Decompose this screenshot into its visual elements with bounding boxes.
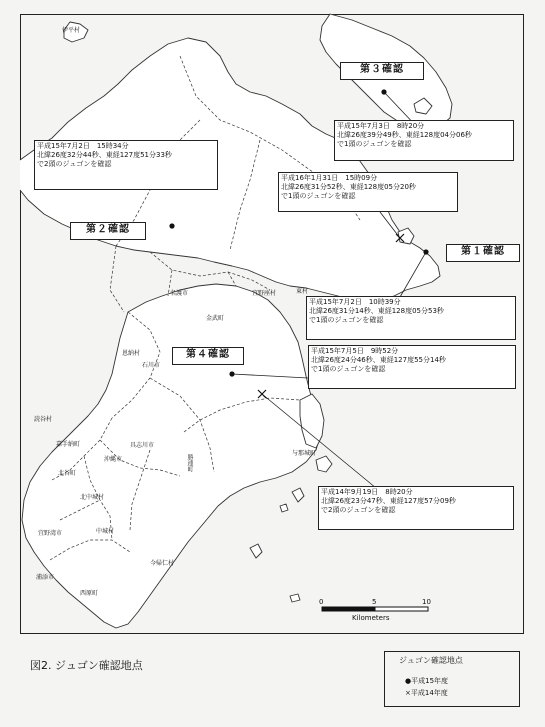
marker-sighting-1 xyxy=(423,249,428,254)
legend-dot-icon: ● xyxy=(405,677,412,685)
legend-item-2002 xyxy=(405,688,448,698)
island-2 xyxy=(316,456,332,472)
callout-coords: 北緯26度31分52秒、東経128度05分20秒 xyxy=(281,183,416,191)
place-chatan: 北谷町 xyxy=(58,470,77,477)
place-yomitan: 読谷村 xyxy=(34,416,53,423)
callout-date: 平成15年7月2日 15時34分 xyxy=(37,142,129,150)
place-ginowan: 宜野湾市 xyxy=(38,530,63,537)
legend xyxy=(384,651,520,707)
marker-sighting-2 xyxy=(169,223,174,228)
place-gushikawa: 具志川市 xyxy=(130,442,155,449)
legend-label: 平成15年度 xyxy=(411,677,449,685)
place-ishikawa: 石川市 xyxy=(142,362,161,369)
callout-date: 平成15年7月3日 8時20分 xyxy=(337,122,425,130)
place-okinawa: 沖縄市 xyxy=(104,456,123,463)
legend-title: ジュゴン確認地点 xyxy=(399,656,463,665)
place-nakijin: 今帰仁村 xyxy=(150,560,175,567)
callout-sighting-4 xyxy=(308,345,516,389)
place-urasoe: 浦添市 xyxy=(36,574,55,581)
sighting-1-label: 第１確認 xyxy=(446,244,520,262)
place-nakagusuku: 中城村 xyxy=(96,528,115,535)
marker-sighting-3 xyxy=(381,89,386,94)
scale-tick-5: 5 xyxy=(372,598,377,606)
coastline-central xyxy=(22,284,320,628)
callout-note: で1頭のジュゴンを確認 xyxy=(309,316,384,324)
callout-note: で1頭のジュゴンを確認 xyxy=(281,192,356,200)
legend-cross-icon: × xyxy=(405,689,411,697)
callout-note: で2頭のジュゴンを確認 xyxy=(37,160,112,168)
place-kitanakagusuku: 北中城村 xyxy=(80,494,105,501)
place-nago: 名護市 xyxy=(170,290,189,297)
place-iheya: 伊平村 xyxy=(62,27,81,34)
place-onna: 恩納村 xyxy=(122,350,141,357)
sighting-2-label: 第２確認 xyxy=(70,222,146,240)
island-6 xyxy=(280,504,288,512)
place-ginoza: 宜野座村 xyxy=(252,290,277,297)
callout-coords: 北緯26度32分44秒、東経127度51分33秒 xyxy=(37,151,172,159)
callout-2004 xyxy=(278,172,458,212)
place-nishihara: 西原町 xyxy=(80,590,99,597)
place-kin: 金武町 xyxy=(206,315,225,322)
callout-coords: 北緯26度39分49秒、東経128度04分06秒 xyxy=(337,131,472,139)
callout-note: で2頭のジュゴンを確認 xyxy=(321,506,396,514)
island-1 xyxy=(398,228,414,244)
callout-date: 平成15年7月2日 10時39分 xyxy=(309,298,401,306)
island-5 xyxy=(290,594,300,602)
sighting-3-label: 第３確認 xyxy=(340,62,424,80)
callout-sighting-1 xyxy=(306,296,516,340)
scale-tick-0: 0 xyxy=(319,598,324,606)
scale-tick-10: 10 xyxy=(422,598,431,606)
callout-coords: 北緯26度31分14秒、東経128度05分53秒 xyxy=(309,307,444,315)
callout-note: で1頭のジュゴンを確認 xyxy=(311,365,386,373)
island-3 xyxy=(292,488,304,502)
place-higashi: 東村 xyxy=(296,288,309,295)
place-katsuren: 勝連町 xyxy=(186,454,193,472)
scale-bar xyxy=(322,607,428,611)
callout-2002 xyxy=(318,486,514,530)
island-4 xyxy=(250,544,262,558)
callout-date: 平成14年9月19日 8時20分 xyxy=(321,488,413,496)
callout-date: 平成16年1月31日 15時09分 xyxy=(281,174,378,182)
callout-sighting-3 xyxy=(334,120,514,161)
place-yonashiro: 与那城町 xyxy=(292,450,317,457)
callout-note: で1頭のジュゴンを確認 xyxy=(337,140,412,148)
figure-caption: 図2. ジュゴン確認地点 xyxy=(30,659,143,672)
sighting-4-label: 第４確認 xyxy=(172,347,244,365)
legend-label: 平成14年度 xyxy=(410,689,448,697)
callout-coords: 北緯26度23分47秒、東経127度57分09秒 xyxy=(321,497,456,505)
marker-sighting-4 xyxy=(229,371,234,376)
callout-coords: 北緯26度24分46秒、東経127度55分14秒 xyxy=(311,356,446,364)
place-kadena: 嘉手納町 xyxy=(56,441,81,448)
legend-item-2003 xyxy=(405,676,448,686)
callout-sighting-2 xyxy=(34,140,218,190)
scale-unit: Kilometers xyxy=(352,614,390,622)
callout-date: 平成15年7月5日 9時52分 xyxy=(311,347,399,355)
